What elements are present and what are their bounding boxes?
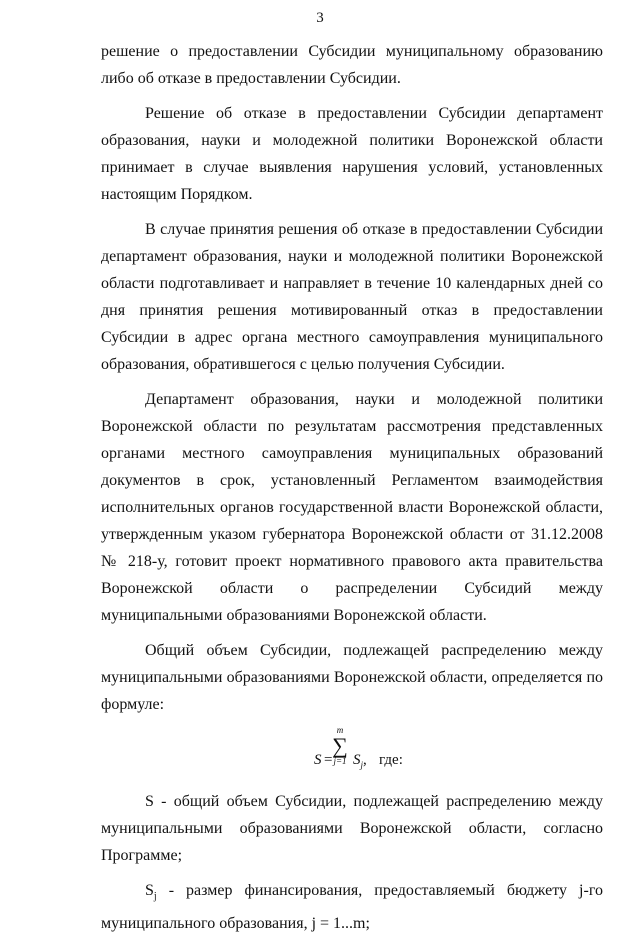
page-number: 3 [316, 10, 324, 26]
formula-term-subscript: j [360, 760, 364, 770]
paragraph-formula-intro: Общий объем Субсидии, подлежащей распределению между муниципальными образованиями Воронежской области, определяется по формуле: [101, 642, 603, 713]
sigma-icon: ∑ [332, 733, 348, 758]
definition-total-subsidy [101, 788, 603, 869]
definition-municipal-funding [101, 877, 603, 937]
document-body [101, 38, 603, 945]
definition-text: - общий объем Субсидии, подлежащей распределению между муниципальными образованиями Воронежской области, согласно Программе; [101, 793, 603, 864]
summation-lower-limit: j=1 [333, 756, 347, 766]
formula-where-label: где: [379, 752, 403, 768]
formula-separator: , [363, 752, 367, 768]
paragraph-distribution-act: Департамент образования, науки и молодежной политики Воронежской области по результатам рассмотрения представленных органами местного самоуправления муниципальных образований документов в срок, установленный Регламентом взаимодействия исполнительных органов государственной власти Воронежской области, утвержденным указом губернатора Воронежской области от 31.12.2008 № 218-у, готовит проект нормативного правового акта правительства Воронежской области о распределении Субсидий между муниципальными образованиями Воронежской области. [101, 391, 603, 624]
paragraph-refusal-notice: В случае принятия решения об отказе в предоставлении Субсидии департамент образования, науки и молодежной политики Воронежской области подготавливает и направляет в течение 10 календарных дней со дня принятия решения мотивированный отказ в предоставлении Субсидии в адрес органа местного самоуправления муниципального образования, обратившегося с целью получения Субсидии. [101, 221, 603, 373]
formula-equals: = [324, 752, 333, 768]
definition-symbol: S [145, 882, 154, 899]
summation-symbol [331, 726, 349, 766]
summation-upper-limit: m [336, 725, 344, 735]
sum-formula [101, 726, 603, 784]
paragraph-refusal-decision: Решение об отказе в предоставлении Субсидии департамент образования, науки и молодежной политики Воронежской области принимает в случае выявления нарушения условий, установленных настоящим Порядком. [101, 105, 603, 203]
formula-term-symbol: S [353, 752, 361, 768]
definition-symbol-subscript: j [153, 891, 157, 903]
paragraph-decision-continuation: решение о предоставлении Субсидии муниципальному образованию либо об отказе в предоставлении Субсидии. [101, 43, 603, 87]
formula-lhs: S [314, 752, 322, 768]
definition-symbol: S [145, 793, 154, 810]
definition-text: - размер финансирования, предоставляемый бюджету j-го муниципального образования, j = 1...m; [101, 882, 603, 933]
formula-term [353, 747, 367, 779]
